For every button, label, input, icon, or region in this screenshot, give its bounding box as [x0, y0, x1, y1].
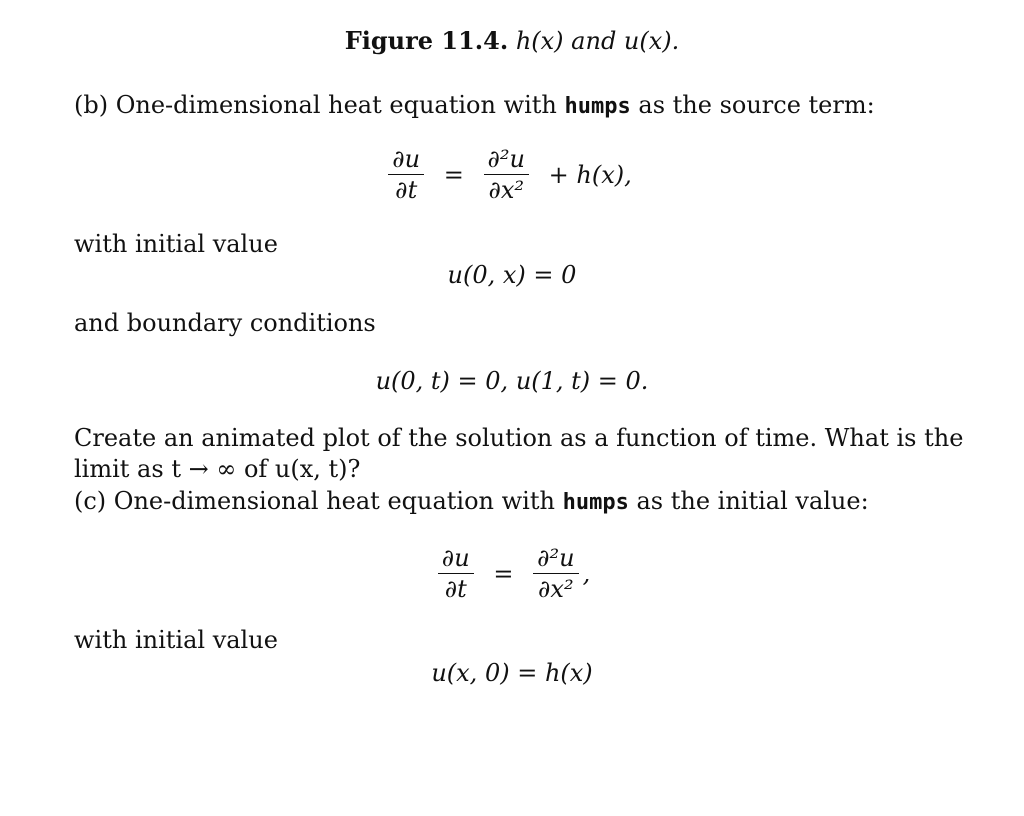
part-b-intro	[74, 90, 875, 122]
rhs-numerator: ∂²u	[533, 543, 579, 574]
rhs-fraction	[484, 144, 530, 205]
heat-equation-homogeneous	[0, 543, 1024, 604]
part-b-question-line1: Create an animated plot of the solution as a function of time. What is the	[74, 424, 964, 452]
rhs-denominator: ∂x²	[488, 176, 525, 204]
lhs-fraction	[388, 144, 424, 205]
part-c-initial-equation: u(x, 0) = h(x)	[431, 659, 593, 687]
part-b-question-line2: limit as t → ∞ of u(x, t)?	[74, 455, 361, 483]
part-b-boundary-equation: u(0, t) = 0, u(1, t) = 0.	[375, 367, 649, 395]
figure-caption-text: h(x) and u(x).	[515, 27, 680, 55]
part-b-intro-suffix: as the source term:	[630, 91, 875, 119]
heat-equation-source	[0, 144, 1024, 205]
lhs-numerator: ∂u	[438, 543, 474, 574]
part-b-initial-label: with initial value	[74, 230, 278, 258]
rhs-numerator: ∂²u	[484, 144, 530, 175]
part-b-boundary-label: and boundary conditions	[74, 309, 376, 337]
equals-sign: =	[493, 559, 514, 588]
lhs-denominator: ∂t	[444, 575, 467, 603]
rhs-fraction	[533, 543, 579, 604]
part-b-initial-equation: u(0, x) = 0	[447, 261, 577, 289]
part-b-intro-prefix: (b) One-dimensional heat equation with	[74, 91, 565, 119]
figure-label: Figure 11.4.	[344, 26, 509, 55]
lhs-denominator: ∂t	[395, 176, 418, 204]
part-c-intro-prefix: (c) One-dimensional heat equation with	[74, 487, 563, 515]
part-c-initial-label: with initial value	[74, 626, 278, 654]
trailing-comma: ,	[582, 559, 591, 588]
source-term: + h(x),	[548, 160, 632, 189]
figure-caption	[0, 26, 1024, 56]
rhs-denominator: ∂x²	[538, 575, 574, 603]
part-c-code-humps: humps	[562, 490, 629, 515]
lhs-fraction	[438, 543, 474, 604]
lhs-numerator: ∂u	[388, 144, 424, 175]
equals-sign: =	[443, 160, 464, 189]
part-b-code-humps: humps	[564, 94, 631, 119]
part-c-intro	[74, 486, 869, 518]
part-c-intro-suffix: as the initial value:	[628, 487, 869, 515]
